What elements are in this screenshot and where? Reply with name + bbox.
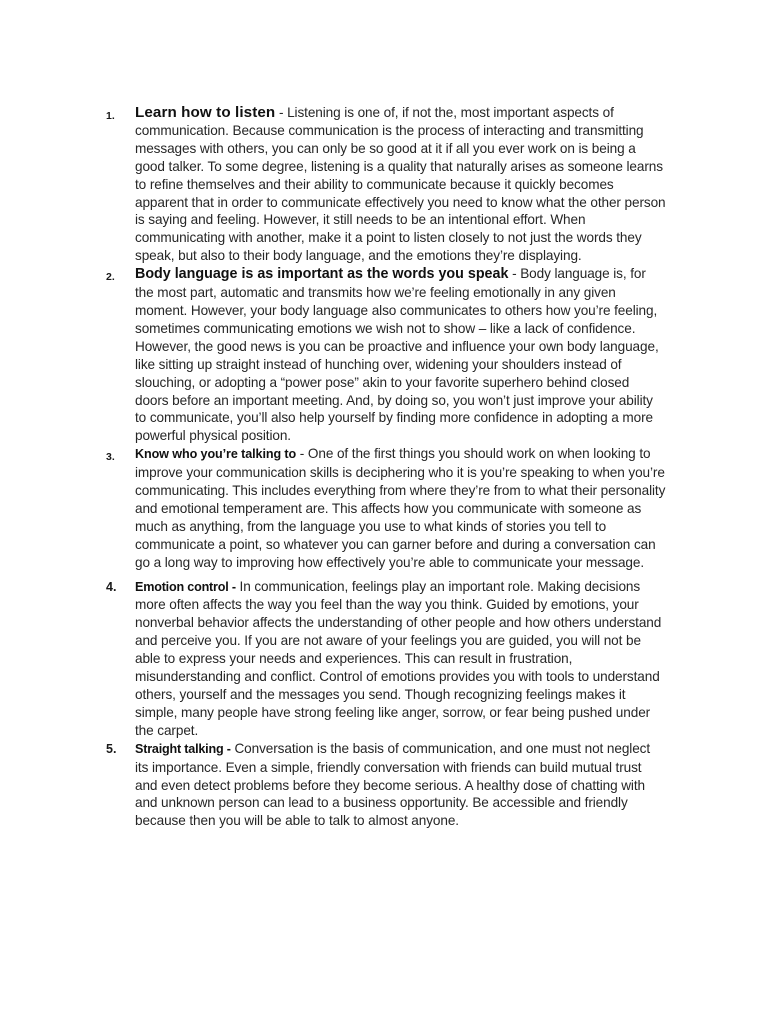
list-number: 5.	[106, 741, 117, 756]
list-item-text	[135, 740, 666, 831]
numbered-list	[106, 104, 666, 830]
list-item-text	[135, 445, 666, 571]
list-item-know-who-youre-talking-to	[106, 445, 666, 571]
list-number: 3.	[106, 451, 115, 464]
heading-separator: -	[275, 105, 288, 120]
list-item-body: One of the first things you should work on when looking to improve your communication skills is deciphering who it is you’re speaking to when you’re communicating. This includes everything from where they’re from to what their personality and emotional temperament are. This affects how you communicate with someone as much as anything, from the language you use to what kinds of stories you tell to communicate a point, so whatever you can garner before and during a conversation can go a long way to improving how effectively you’re able to communicate your message.	[135, 446, 666, 570]
heading-separator: -	[508, 266, 521, 282]
list-item-straight-talking	[106, 740, 666, 831]
list-number: 1.	[106, 110, 115, 122]
heading-separator: -	[296, 446, 308, 462]
list-item-learn-how-to-listen	[106, 104, 666, 265]
list-item-body: Conversation is the basis of communication, and one must not neglect its importance. Even a simple, friendly conversation with friends can build mutual trust and even detect problems before they become serious. A healthy dose of chatting with and unknown person can lead to a business opportunity. Be accessible and friendly because then you will be able to talk to almost anyone.	[135, 740, 651, 829]
list-item-text	[135, 104, 666, 265]
list-number: 2.	[106, 271, 115, 284]
list-item-body-language	[106, 265, 666, 445]
list-item-body: Body language is, for the most part, automatic and transmits how we’re feeling emotionally in any given moment. However, your body language also communicates to others how you’re feeling, sometimes communicating emotions we wish not to show – like a lack of confidence. However, the good news is you can be proactive and influence your own body language, like sitting up straight instead of hunching over, widening your shoulders instead of slouching, or adopting a “power pose” akin to your favorite superhero behind closed doors before an important meeting. And, by doing so, you won’t just improve your ability to communicate, you’ll also help yourself by finding more confidence in adopting a more powerful physical position.	[135, 266, 659, 444]
list-item-body: In communication, feelings play an important role. Making decisions more often affects the way you feel than the way you think. Guided by emotions, your nonverbal behavior affects the understanding of other people and how others understand and perceive you. If you are not aware of your feelings you are guided, you will not be able to express your needs and experiences. This can result in frustration, misunderstanding and conflict. Control of emotions provides you with tools to understand others, yourself and the messages you send. Though recognizing feelings makes it simple, many people have strong feeling like anger, sorrow, or fear being pushed under the carpet.	[135, 578, 662, 738]
list-item-text	[135, 578, 666, 740]
list-item-heading: Know who you’re talking to	[135, 447, 297, 462]
list-item-heading: Learn how to listen	[135, 104, 276, 121]
list-item-heading: Emotion control -	[135, 579, 236, 594]
list-item-body: Listening is one of, if not the, most important aspects of communication. Because communication is the process of interacting and transmitting messages with others, you can only be so good at it if all you ever work on is being a good talker. To some degree, listening is a quality that naturally arises as someone learns to refine themselves and their ability to communicate because it quickly becomes apparent that in order to communicate effectively you need to know what the other person is saying and feeling. However, it still needs to be an intentional effort. When communicating with another, make it a point to listen closely to not just the words they speak, but also to their body language, and the emotions they’re displaying.	[135, 105, 666, 264]
list-item-emotion-control	[106, 578, 666, 740]
list-number: 4.	[106, 579, 117, 594]
list-item-text	[135, 265, 666, 445]
list-item-heading: Body language is as important as the words you speak	[135, 266, 509, 283]
list-item-heading: Straight talking -	[135, 741, 231, 756]
